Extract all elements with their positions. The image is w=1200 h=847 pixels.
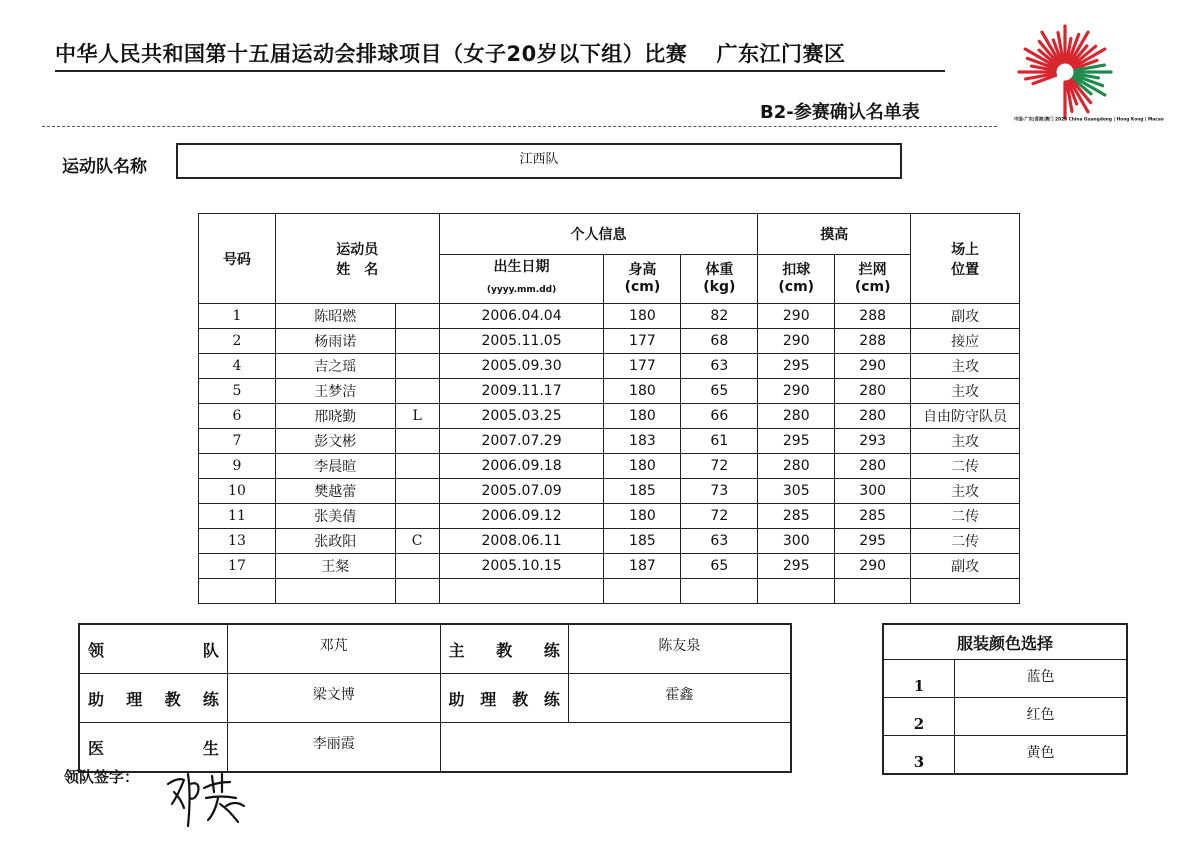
empty-cell (275, 579, 395, 604)
player-height: 180 (604, 404, 681, 429)
player-mark (395, 329, 439, 354)
label-char: 练 (543, 640, 560, 660)
player-spike: 300 (758, 529, 835, 554)
header-block-label: 拦网 (858, 262, 887, 278)
empty-cell (395, 579, 439, 604)
player-spike: 295 (758, 554, 835, 579)
header-position (911, 214, 1020, 304)
header-position-line2: 位置 (951, 261, 980, 278)
player-weight: 72 (681, 504, 758, 529)
player-height: 185 (604, 529, 681, 554)
uniform-options (883, 660, 1127, 775)
player-block: 293 (835, 429, 911, 454)
header-spike-label: 扣球 (782, 262, 811, 278)
uniform-option-color: 红色 (954, 698, 1127, 736)
empty-cell (681, 579, 758, 604)
player-mark (395, 429, 439, 454)
label-chars (88, 687, 219, 710)
player-weight: 65 (681, 554, 758, 579)
player-position: 自由防守队员 (911, 404, 1020, 429)
form-code: B2-参赛确认名单表 (760, 102, 920, 123)
header-weight (681, 255, 758, 304)
player-number: 6 (199, 404, 276, 429)
document-title: 中华人民共和国第十五届运动会排球项目（女子20岁以下组）比赛 广东江门赛区 (55, 42, 846, 66)
player-name: 陈昭燃 (275, 304, 395, 329)
table-row (199, 479, 1020, 504)
header-position-line1: 场上 (951, 241, 980, 258)
player-number: 2 (199, 329, 276, 354)
table-row (199, 429, 1020, 454)
player-position: 主攻 (911, 379, 1020, 404)
header-spike (758, 255, 835, 304)
table-row (199, 454, 1020, 479)
uniform-option-row (883, 736, 1127, 775)
player-height: 177 (604, 354, 681, 379)
player-position: 主攻 (911, 354, 1020, 379)
label-chars (449, 687, 560, 710)
player-mark (395, 479, 439, 504)
uniform-option-number: 3 (883, 736, 954, 775)
leader-value: 邓芃 (227, 624, 440, 674)
player-spike: 295 (758, 354, 835, 379)
staff-empty-cell (440, 723, 791, 773)
player-weight: 72 (681, 454, 758, 479)
player-position: 主攻 (911, 479, 1020, 504)
player-birth: 2005.07.09 (439, 479, 604, 504)
player-birth: 2006.04.04 (439, 304, 604, 329)
player-position: 接应 (911, 329, 1020, 354)
label-char: 教 (164, 689, 181, 709)
player-position: 副攻 (911, 304, 1020, 329)
header-athlete (275, 214, 439, 304)
table-row (199, 529, 1020, 554)
player-mark (395, 379, 439, 404)
player-position: 副攻 (911, 554, 1020, 579)
player-mark (395, 504, 439, 529)
empty-cell (439, 579, 604, 604)
table-row (199, 354, 1020, 379)
header-height-label: 身高 (628, 262, 657, 278)
label-char: 理 (126, 689, 143, 709)
player-birth: 2005.03.25 (439, 404, 604, 429)
table-row (199, 304, 1020, 329)
title-underline (55, 70, 945, 72)
player-birth: 2006.09.12 (439, 504, 604, 529)
head-coach-label (440, 624, 568, 674)
player-block: 295 (835, 529, 911, 554)
player-height: 180 (604, 304, 681, 329)
empty-cell (835, 579, 911, 604)
player-mark (395, 554, 439, 579)
player-height: 185 (604, 479, 681, 504)
player-spike: 290 (758, 304, 835, 329)
player-spike: 295 (758, 429, 835, 454)
label-char: 教 (512, 689, 529, 709)
table-row (199, 404, 1020, 429)
player-name: 邢晓勤 (275, 404, 395, 429)
assistant-coach-value: 梁文博 (227, 674, 440, 723)
assistant-coach-2-label (440, 674, 568, 723)
label-char: 医 (88, 738, 105, 758)
header-weight-label: 体重 (705, 262, 734, 278)
player-spike: 305 (758, 479, 835, 504)
player-weight: 63 (681, 529, 758, 554)
player-height: 180 (604, 454, 681, 479)
player-height: 187 (604, 554, 681, 579)
player-position: 二传 (911, 454, 1020, 479)
label-char: 生 (202, 738, 219, 758)
uniform-option-color: 蓝色 (954, 660, 1127, 698)
roster-table (198, 213, 1020, 604)
header-birth (439, 255, 604, 304)
label-char: 主 (448, 640, 465, 660)
player-name: 王梦洁 (275, 379, 395, 404)
player-name: 杨雨诺 (275, 329, 395, 354)
player-spike: 280 (758, 454, 835, 479)
player-birth: 2005.09.30 (439, 354, 604, 379)
label-chars (449, 638, 560, 661)
table-row (199, 504, 1020, 529)
label-char: 练 (202, 689, 219, 709)
player-block: 288 (835, 329, 911, 354)
label-char: 领 (88, 640, 105, 660)
label-char: 助 (88, 689, 105, 709)
player-number: 17 (199, 554, 276, 579)
player-weight: 82 (681, 304, 758, 329)
team-name-label: 运动队名称 (62, 157, 147, 177)
player-name: 李晨暄 (275, 454, 395, 479)
label-char: 队 (202, 640, 219, 660)
player-birth: 2005.10.15 (439, 554, 604, 579)
team-name-field: 江西队 (176, 143, 902, 179)
player-number: 11 (199, 504, 276, 529)
player-number: 4 (199, 354, 276, 379)
player-mark: L (395, 404, 439, 429)
table-row (199, 554, 1020, 579)
player-birth: 2006.09.18 (439, 454, 604, 479)
uniform-color-table (882, 623, 1128, 775)
player-height: 180 (604, 504, 681, 529)
player-weight: 66 (681, 404, 758, 429)
player-spike: 280 (758, 404, 835, 429)
player-birth: 2009.11.17 (439, 379, 604, 404)
player-mark (395, 304, 439, 329)
dashed-divider (42, 126, 997, 127)
player-height: 180 (604, 379, 681, 404)
player-name: 王粲 (275, 554, 395, 579)
uniform-option-number: 1 (883, 660, 954, 698)
table-row-empty (199, 579, 1020, 604)
player-spike: 290 (758, 329, 835, 354)
player-number: 13 (199, 529, 276, 554)
player-position: 二传 (911, 529, 1020, 554)
head-coach-value: 陈友泉 (568, 624, 791, 674)
player-spike: 290 (758, 379, 835, 404)
player-block: 290 (835, 554, 911, 579)
header-block-unit: (cm) (854, 279, 891, 295)
uniform-option-number: 2 (883, 698, 954, 736)
header-height-unit: (cm) (624, 279, 661, 295)
empty-cell (758, 579, 835, 604)
header-number: 号码 (199, 214, 276, 304)
player-weight: 61 (681, 429, 758, 454)
player-weight: 68 (681, 329, 758, 354)
assistant-coach-2-value: 霍鑫 (568, 674, 791, 723)
player-number: 1 (199, 304, 276, 329)
header-birth-format: (yyyy.mm.dd) (486, 285, 557, 295)
player-block: 300 (835, 479, 911, 504)
player-mark (395, 354, 439, 379)
header-athlete-line1: 运动员 (336, 241, 379, 258)
assistant-coach-label (79, 674, 227, 723)
player-number: 5 (199, 379, 276, 404)
header-block (835, 255, 911, 304)
player-number: 7 (199, 429, 276, 454)
label-chars (88, 736, 219, 759)
header-spike-unit: (cm) (778, 279, 815, 295)
player-name: 吉之瑶 (275, 354, 395, 379)
signature-label: 领队签字： (64, 768, 140, 786)
logo-caption (1014, 116, 1164, 126)
player-mark: C (395, 529, 439, 554)
player-position: 主攻 (911, 429, 1020, 454)
uniform-option-color: 黄色 (954, 736, 1127, 775)
label-char: 教 (496, 640, 513, 660)
player-birth: 2008.06.11 (439, 529, 604, 554)
player-block: 280 (835, 379, 911, 404)
player-block: 280 (835, 454, 911, 479)
player-name: 彭文彬 (275, 429, 395, 454)
player-block: 280 (835, 404, 911, 429)
header-personal-info: 个人信息 (439, 214, 758, 255)
player-birth: 2007.07.29 (439, 429, 604, 454)
player-weight: 65 (681, 379, 758, 404)
header-height (604, 255, 681, 304)
header-birth-label: 出生日期 (493, 259, 550, 275)
staff-table (78, 623, 792, 773)
player-weight: 73 (681, 479, 758, 504)
leader-signature-icon (160, 762, 270, 832)
player-name: 张美倩 (275, 504, 395, 529)
player-block: 288 (835, 304, 911, 329)
label-char: 理 (480, 689, 497, 709)
player-spike: 285 (758, 504, 835, 529)
empty-cell (604, 579, 681, 604)
player-position: 二传 (911, 504, 1020, 529)
uniform-option-row (883, 698, 1127, 736)
header-reach: 摸高 (758, 214, 911, 255)
uniform-title: 服装颜色选择 (883, 624, 1127, 660)
player-name: 张政阳 (275, 529, 395, 554)
table-row (199, 329, 1020, 354)
doctor-value: 李丽霞 (227, 723, 440, 773)
leader-label (79, 624, 227, 674)
label-char: 助 (448, 689, 465, 709)
player-birth: 2005.11.05 (439, 329, 604, 354)
player-number: 10 (199, 479, 276, 504)
player-block: 285 (835, 504, 911, 529)
player-height: 177 (604, 329, 681, 354)
player-number: 9 (199, 454, 276, 479)
player-weight: 63 (681, 354, 758, 379)
logo-caption-text: 中国·广东|香港|澳门 2025 China Guangdong | Hong Kong | Macao (1014, 116, 1164, 122)
player-block: 290 (835, 354, 911, 379)
header-weight-unit: (kg) (703, 279, 736, 295)
label-char: 练 (543, 689, 560, 709)
empty-cell (199, 579, 276, 604)
uniform-option-row (883, 660, 1127, 698)
player-name: 樊越蕾 (275, 479, 395, 504)
label-chars (88, 638, 219, 661)
player-mark (395, 454, 439, 479)
player-height: 183 (604, 429, 681, 454)
header-athlete-line2: 姓 名 (336, 261, 379, 278)
roster-body (199, 304, 1020, 604)
empty-cell (911, 579, 1020, 604)
table-row (199, 379, 1020, 404)
